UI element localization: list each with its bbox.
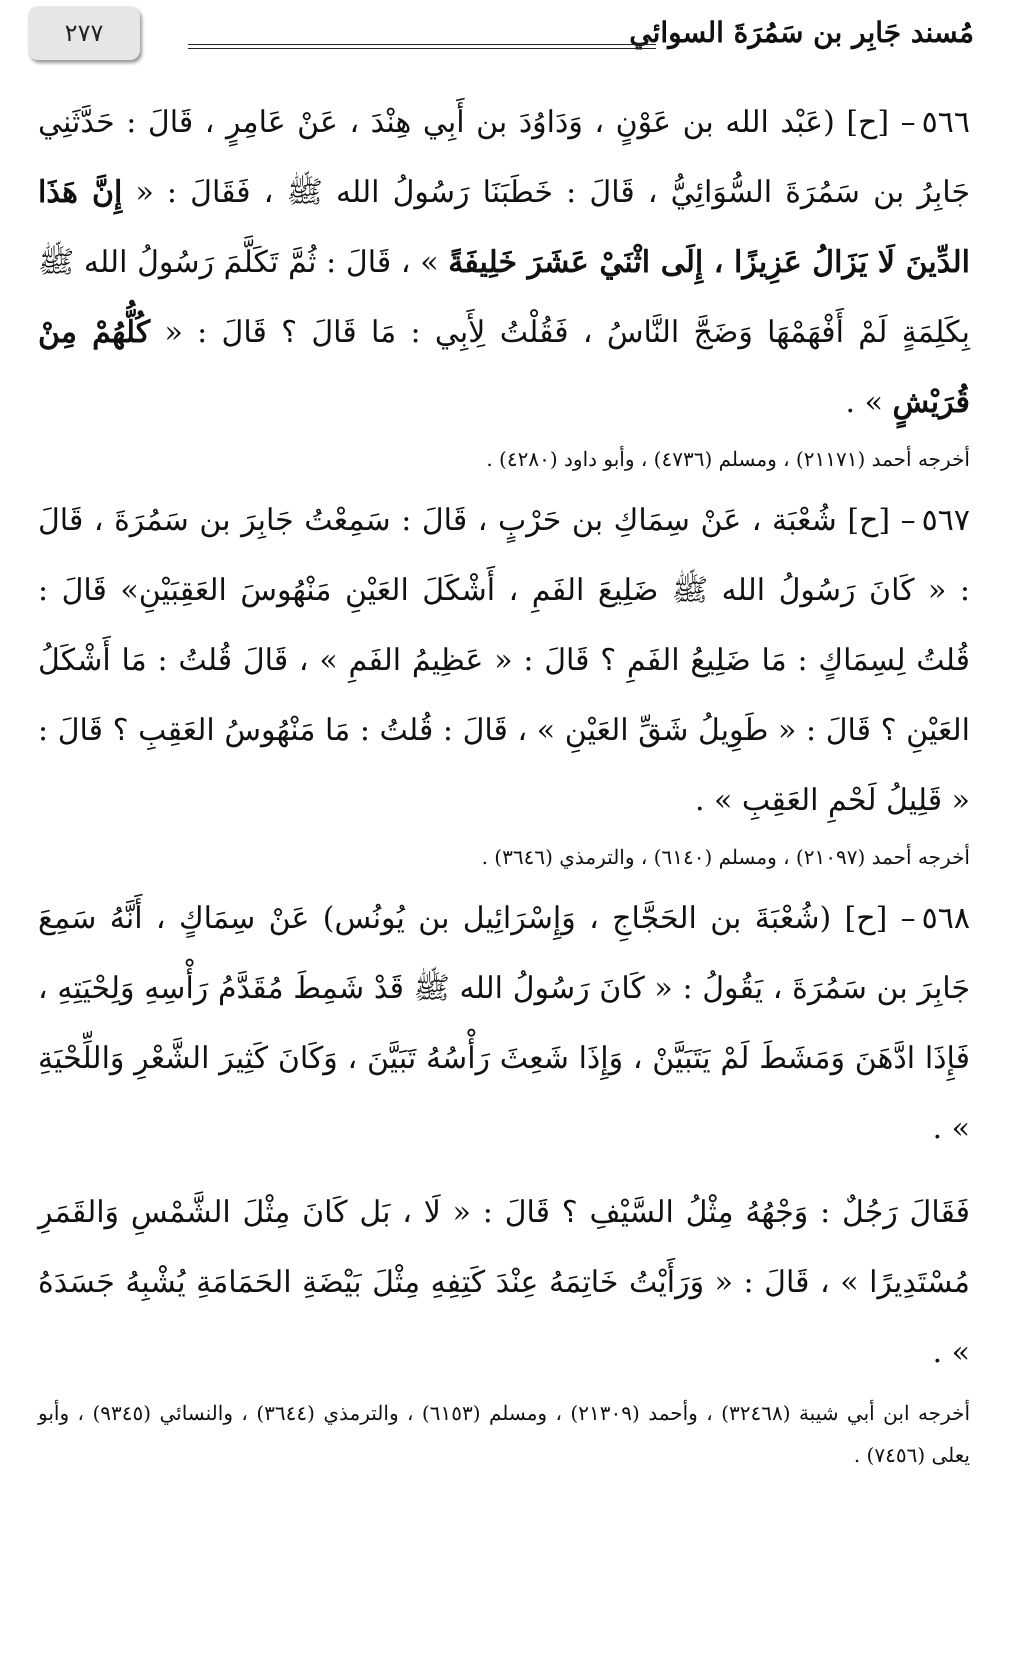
hadith-bold-text: كُلُّهُمْ مِنْ قُرَيْشٍ xyxy=(38,315,970,420)
page-number-badge xyxy=(28,6,140,60)
hadith-text: – [ح] شُعْبَة ، عَنْ سِمَاكِ بن حَرْبٍ ، قَالَ : سَمِعْتُ جَابِرَ بن سَمُرَةَ ، قَالَ : « كَانَ رَسُولُ الله ﷺ ضَلِيعَ الفَمِ ، أَشْكَلَ العَيْنِ مَنْهُوسَ العَقِبَيْنِ» قَالَ : قُلتُ لِسِمَاكٍ : مَا ضَلِيعُ الفَمِ ؟ قَالَ : « عَظِيمُ الفَمِ » ، قَالَ قُلتُ : مَا أَشْكَلُ العَيْنِ ؟ قَالَ : « طَوِيلُ شَقِّ العَيْنِ » ، قَالَ : قُلتُ : مَا مَنْهُوسُ العَقِبِ ؟ قَالَ : « قَلِيلُ لَحْمِ العَقِبِ » . xyxy=(38,503,970,818)
takhrij-567: أخرجه أحمد (٢١٠٩٧) ، ومسلم (٦١٤٠) ، والترمذي (٣٦٤٦) . xyxy=(481,845,970,869)
hadith-number: ٥٦٦ xyxy=(921,105,970,140)
hadith-bold-text: إِنَّ هَذَا الدِّينَ لَا يَزَالُ عَزِيزًا ، إِلَى اثْنَيْ عَشَرَ خَلِيفَةً xyxy=(38,175,971,280)
hadith-number: ٥٦٧ xyxy=(921,503,970,538)
hadith-567 xyxy=(38,486,970,836)
page-number: ٢٧٧ xyxy=(64,19,104,47)
hadith-text: – [ح] (عَبْد الله بن عَوْنٍ ، وَدَاوُدَ بن أَبِي هِنْدَ ، عَنْ عَامِرٍ ، قَالَ : حَدَّثَنِي جَابِرُ بن سَمُرَةَ السُّوَائِيُّ ، قَالَ : خَطَبَنَا رَسُولُ الله ﷺ ، فَقَالَ : « xyxy=(38,105,970,210)
hadith-text: » ، قَالَ : ثُمَّ تَكَلَّمَ رَسُولُ الله ﷺ بِكَلِمَةٍ لَمْ أَفْهَمْهَا وَضَجَّ النَّاسُ ، فَقُلْتُ لِأَبِي : مَا قَالَ ؟ قَالَ : « xyxy=(38,245,970,350)
takhrij-568: أخرجه ابن أبي شيبة (٣٢٤٦٨) ، وأحمد (٢١٣٠٩) ، ومسلم (٦١٥٣) ، والترمذي (٣٦٤٤) ، والنسائي (٩٣٤٥) ، وأبو يعلى (٧٤٥٦) . xyxy=(38,1401,970,1467)
running-title: مُسند جَابِر بن سَمُرَةَ السوائي xyxy=(629,16,974,49)
hadith-566 xyxy=(38,88,970,438)
hadith-number: ٥٦٨ xyxy=(921,901,970,936)
hadith-text: » . xyxy=(845,385,893,420)
paragraph-spacer xyxy=(38,1164,970,1178)
page-body xyxy=(38,88,970,1486)
hadith-568 xyxy=(38,884,970,1164)
takhrij-566: أخرجه أحمد (٢١١٧١) ، ومسلم (٤٧٣٦) ، وأبو داود (٤٢٨٠) . xyxy=(486,447,970,471)
hadith-568-continuation: فَقَالَ رَجُلٌ : وَجْهُهُ مِثْلُ السَّيْفِ ؟ قَالَ : « لَا ، بَل كَانَ مِثْلَ الشَّمْسِ وَالقَمَرِ مُسْتَدِيرًا » ، قَالَ : « وَرَأَيْتُ خَاتِمَهُ عِنْدَ كَتِفِهِ مِثْلَ بَيْضَةِ الحَمَامَةِ يُشْبِهُ جَسَدَهُ » . xyxy=(38,1195,970,1370)
header-rule xyxy=(188,44,656,49)
page-header xyxy=(28,6,974,62)
hadith-text: – [ح] (شُعْبَةَ بن الحَجَّاجِ ، وَإِسْرَائِيل بن يُونُس) عَنْ سِمَاكٍ ، أَنَّهُ سَمِعَ جَابِرَ بن سَمُرَةَ ، يَقُولُ : « كَانَ رَسُولُ الله ﷺ قَدْ شَمِطَ مُقَدَّمُ رَأْسِهِ وَلِحْيَتِهِ ، فَإِذَا ادَّهَنَ وَمَشَطَ لَمْ يَتَبَيَّنْ ، وَإِذَا شَعِثَ رَأْسُهُ تَبَيَّنَ ، وَكَانَ كَثِيرَ الشَّعْرِ وَاللِّحْيَةِ » . xyxy=(38,901,970,1146)
